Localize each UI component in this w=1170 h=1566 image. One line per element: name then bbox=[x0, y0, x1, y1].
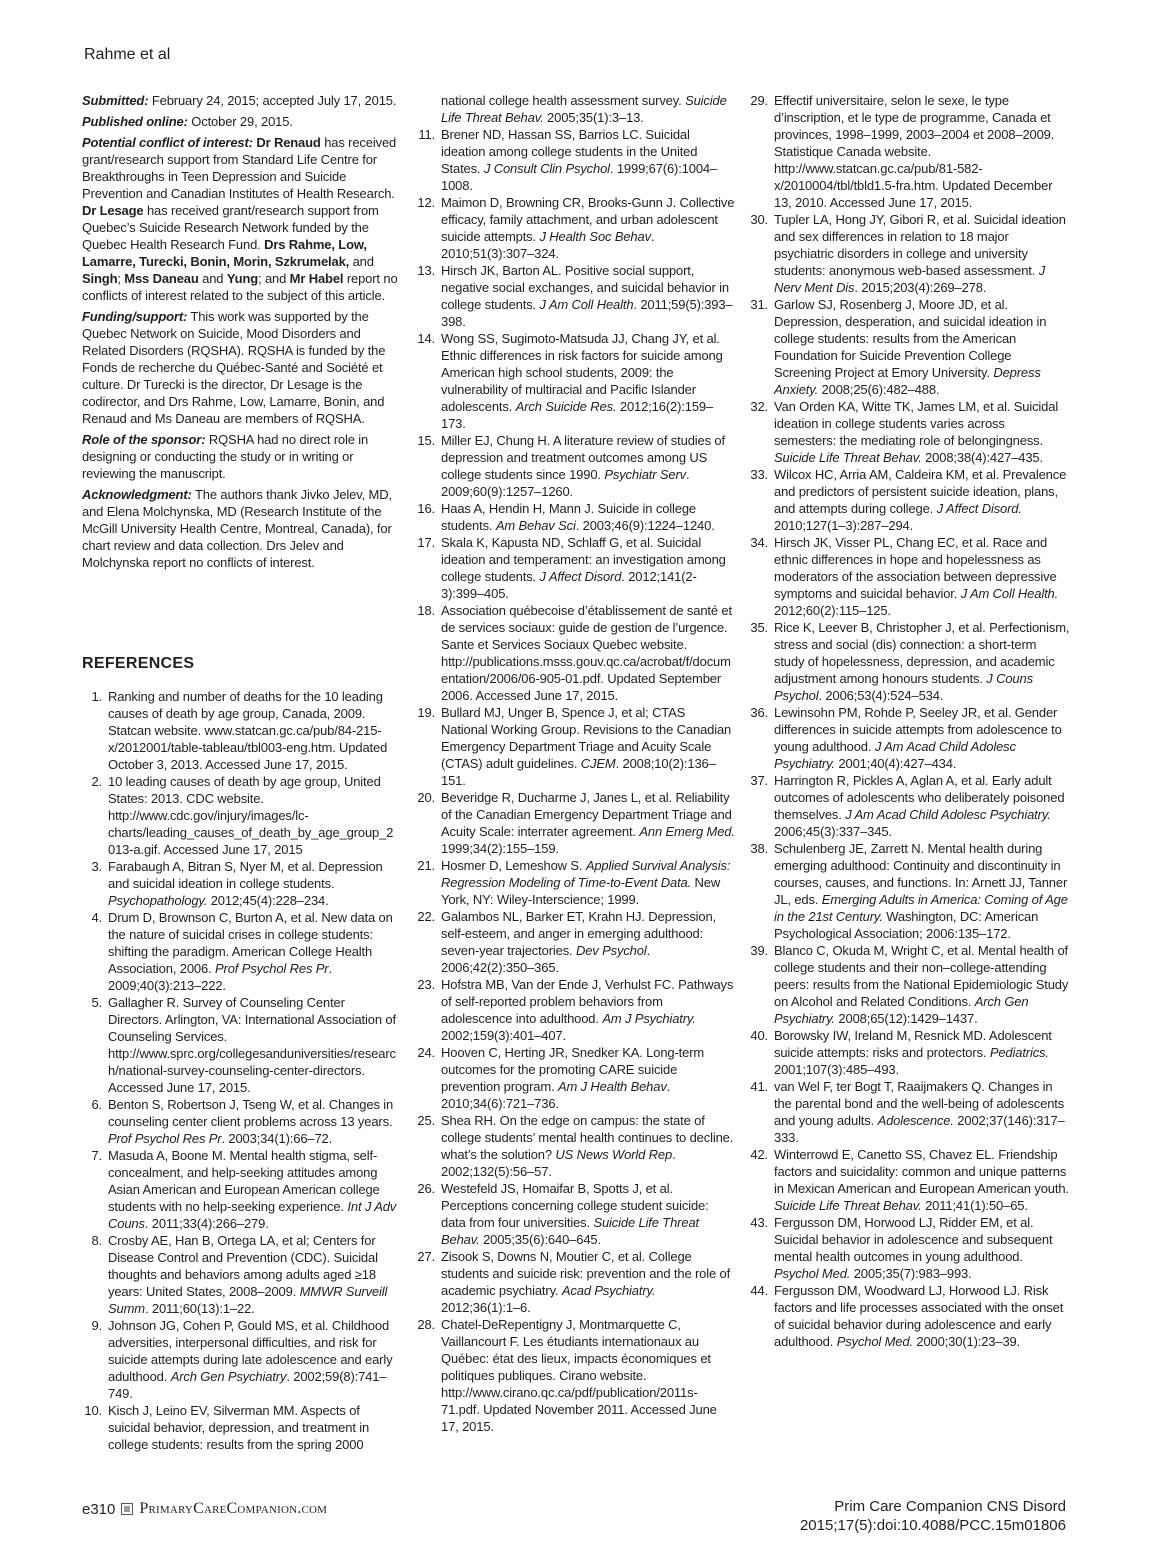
reference-item bbox=[415, 194, 735, 262]
reference-body: Galambos NL, Barker ET, Krahn HJ. Depression, self-esteem, and anger in emerging adulthood: seven-year trajectories. bbox=[441, 909, 717, 958]
reference-text bbox=[441, 1180, 735, 1248]
reference-details: 2012;16(2):159–173. bbox=[441, 399, 714, 431]
reference-text bbox=[108, 1317, 400, 1402]
reference-text bbox=[108, 994, 400, 1096]
reference-source: Int J Adv Couns bbox=[108, 1199, 397, 1231]
reference-item bbox=[82, 909, 400, 994]
reference-details: 2010;127(1–3):287–294. bbox=[774, 518, 914, 533]
references-column-left bbox=[82, 688, 400, 1453]
reference-source: CJEM bbox=[580, 756, 616, 771]
reference-body: Skala K, Kapusta ND, Schlaff G, et al. Suicidal ideation and temperament: an investigation among college students. bbox=[441, 535, 726, 584]
reference-body: Zisook S, Downs N, Moutier C, et al. College students and suicide risk: prevention and the role of academic psychiatry. bbox=[441, 1249, 731, 1298]
reference-item bbox=[748, 840, 1070, 942]
reference-item bbox=[415, 500, 735, 534]
reference-body: Beveridge R, Ducharme J, Janes L, et al. Reliability of the Canadian Emergency Department Triage and Acuity Scale: interrater agreement. bbox=[441, 790, 732, 839]
reference-number: 22. bbox=[417, 909, 435, 924]
paragraph-text: has received grant/research support from Standard Life Centre for Breakthroughs in Teen Depression and Suicide Prevention and Canadian Institutes of Health Research. bbox=[82, 135, 397, 201]
reference-body: Haas A, Hendin H, Mann J. Suicide in college students. bbox=[441, 501, 696, 533]
reference-text bbox=[108, 773, 400, 858]
reference-text bbox=[108, 688, 400, 773]
front-matter-paragraph bbox=[82, 431, 400, 482]
reference-text bbox=[441, 976, 735, 1044]
reference-source: J Health Soc Behav bbox=[539, 229, 651, 244]
reference-item bbox=[748, 619, 1070, 704]
reference-source: Pediatrics. bbox=[989, 1045, 1049, 1060]
reference-body: Schulenberg JE, Zarrett N. Mental health during emerging adulthood: Continuity and discontinuity in courses, causes, and functions. In: Arnett JJ, Tanner JL, eds. bbox=[774, 841, 1068, 907]
reference-details: 2012;36(1):1–6. bbox=[441, 1300, 531, 1315]
section-label: Submitted: bbox=[82, 93, 149, 108]
reference-source: Suicide Life Threat Behav. bbox=[774, 450, 922, 465]
reference-source: J Nerv Ment Dis bbox=[774, 263, 1046, 295]
references-column-middle bbox=[415, 92, 735, 1435]
paragraph-text: and bbox=[198, 271, 227, 286]
reference-item bbox=[415, 789, 735, 857]
reference-text bbox=[441, 1316, 735, 1435]
reference-item bbox=[415, 262, 735, 330]
reference-details: Washington, DC: American Psychological Association; 2006:135–172. bbox=[774, 909, 1039, 941]
reference-number: 28. bbox=[417, 1317, 435, 1332]
reference-details: 2005;35(1):3–13. bbox=[543, 110, 644, 125]
square-bullet-icon bbox=[121, 1503, 133, 1515]
reference-text bbox=[774, 398, 1070, 466]
reference-source: Dev Psychol bbox=[575, 943, 647, 958]
reference-number: 1. bbox=[91, 689, 102, 704]
reference-number: 5. bbox=[91, 995, 102, 1010]
reference-body: Fergusson DM, Woodward LJ, Horwood LJ. Risk factors and life processes associated with the onset of suicidal behavior during adolescence and early adulthood. bbox=[774, 1283, 1064, 1349]
reference-item bbox=[82, 773, 400, 858]
reference-text bbox=[774, 1282, 1070, 1350]
reference-body: Crosby AE, Han B, Ortega LA, et al; Centers for Disease Control and Prevention (CDC). Suicidal thoughts and behaviors among adults aged ≥18 years: United States, 2008–2009. bbox=[108, 1233, 378, 1299]
reference-item bbox=[748, 1282, 1070, 1350]
reference-source: US News World Rep bbox=[555, 1147, 673, 1162]
reference-source: J Affect Disord. bbox=[936, 501, 1022, 516]
reference-source: Suicide Life Threat Behav. bbox=[441, 93, 727, 125]
paragraph-text: This work was supported by the Quebec Network on Suicide, Mood Disorders and Related Disorders (RQSHA). RQSHA is funded by the Fonds de recherche du Québec-Santé and Société et culture. Dr Turecki is the director, Dr Lesage is the codirector, and Drs Rahme, Low, Lamarre, Bonin, and Renaud and Ms Daneau are members of RQSHA. bbox=[82, 309, 386, 426]
reference-body: Hooven C, Herting JR, Snedker KA. Long-term outcomes for the promoting CARE suicide prevention program. bbox=[441, 1045, 705, 1094]
reference-source: Suicide Life Threat Behav. bbox=[774, 1198, 922, 1213]
section-label: Acknowledgment: bbox=[82, 487, 192, 502]
reference-details: 2006;45(3):337–345. bbox=[774, 824, 892, 839]
reference-source: Psychiatr Serv bbox=[604, 467, 687, 482]
reference-body: Hirsch JK, Barton AL. Positive social support, negative social exchanges, and suicidal behavior in college students. bbox=[441, 263, 729, 312]
reference-item bbox=[415, 857, 735, 908]
reference-source: Emerging Adults in America: Coming of Age in the 21st Century. bbox=[774, 892, 1068, 924]
reference-number: 40. bbox=[750, 1028, 768, 1043]
reference-details: 2005;35(7):983–993. bbox=[850, 1266, 972, 1281]
reference-number: 29. bbox=[750, 93, 768, 108]
reference-body: Brener ND, Hassan SS, Barrios LC. Suicidal ideation among college students in the United States. bbox=[441, 127, 698, 176]
reference-text bbox=[108, 1147, 400, 1232]
reference-source: Prof Psychol Res Pr bbox=[108, 1131, 222, 1146]
reference-text bbox=[108, 858, 400, 909]
reference-details: . 2003;46(9):1224–1240. bbox=[575, 518, 715, 533]
reference-item bbox=[748, 211, 1070, 296]
reference-body: Maimon D, Browning CR, Brooks-Gunn J. Collective efficacy, family attachment, and urban adolescent suicide attempts. bbox=[441, 195, 735, 244]
reference-item bbox=[748, 1146, 1070, 1214]
reference-item bbox=[82, 858, 400, 909]
reference-number: 8. bbox=[91, 1233, 102, 1248]
reference-item bbox=[748, 772, 1070, 840]
reference-source: Am Behav Sci bbox=[495, 518, 576, 533]
reference-details: 2002;159(3):401–407. bbox=[441, 1028, 566, 1043]
page-number: e310 bbox=[82, 1500, 116, 1518]
reference-number: 15. bbox=[417, 433, 435, 448]
reference-number: 19. bbox=[417, 705, 435, 720]
reference-details: . 2015;203(4):269–278. bbox=[854, 280, 987, 295]
reference-body: Gallagher R. Survey of Counseling Center Directors. Arlington, VA: International Association of Counseling Services. http://www.sprc.org/collegesanduniversities/research/national-survey-counseling-center-directors. Accessed June 17, 2015. bbox=[108, 995, 396, 1095]
reference-body: Association québecoise d’établissement de santé et de services sociaux: guide de gestion de l’urgence. Sante et Services Sociaux Quebec website. http://publications.msss.gouv.qc.ca/acrobat/f/documentation/2006/06-905-01.pdf. Updated September 2006. Accessed June 17, 2015. bbox=[441, 603, 732, 703]
reference-number: 3. bbox=[91, 859, 102, 874]
journal-name: Prim Care Companion CNS Disord bbox=[834, 1498, 1066, 1515]
reference-number: 41. bbox=[750, 1079, 768, 1094]
reference-number: 34. bbox=[750, 535, 768, 550]
reference-details: . 1999;67(6):1004–1008. bbox=[441, 161, 718, 193]
reference-item bbox=[82, 688, 400, 773]
reference-source: Adolescence. bbox=[877, 1113, 954, 1128]
footer-left bbox=[82, 1500, 327, 1518]
reference-number: 11. bbox=[418, 127, 435, 142]
reference-number: 43. bbox=[750, 1215, 768, 1230]
reference-number: 27. bbox=[417, 1249, 435, 1264]
reference-number: 30. bbox=[750, 212, 768, 227]
author-name: Dr Lesage bbox=[82, 203, 144, 218]
reference-text bbox=[441, 194, 735, 262]
reference-source: J Am Acad Child Adolesc Psychiatry. bbox=[845, 807, 1051, 822]
reference-source: Am J Psychiatry. bbox=[602, 1011, 696, 1026]
reference-number: 38. bbox=[750, 841, 768, 856]
reference-number: 6. bbox=[91, 1097, 102, 1112]
reference-item bbox=[82, 1147, 400, 1232]
reference-item bbox=[415, 432, 735, 500]
paragraph-text: October 29, 2015. bbox=[187, 114, 293, 129]
reference-text bbox=[774, 296, 1070, 398]
reference-body: Hirsch JK, Visser PL, Chang EC, et al. Race and ethnic differences in hope and hopelessness as moderators of the association between depressive symptoms and suicidal behavior. bbox=[774, 535, 1057, 601]
reference-body: Wilcox HC, Arria AM, Caldeira KM, et al. Prevalence and predictors of persistent suicide ideation, plans, and attempts during college. bbox=[774, 467, 1067, 516]
reference-item bbox=[748, 1078, 1070, 1146]
reference-text bbox=[441, 602, 735, 704]
reference-number: 16. bbox=[417, 501, 435, 516]
author-name: Mss Daneau bbox=[124, 271, 199, 286]
reference-details: 2008;38(4):427–435. bbox=[921, 450, 1043, 465]
reference-text bbox=[774, 534, 1070, 619]
reference-text bbox=[774, 772, 1070, 840]
reference-source: J Am Coll Health. bbox=[960, 586, 1059, 601]
reference-body: Ranking and number of deaths for the 10 leading causes of death by age group, Canada, 2009. Statcan website. www.statcan.gc.ca/pub/84-215-x/2012001/table-tableau/tbl003-eng.htm. Updated October 3, 2013. Accessed June 17, 2015. bbox=[108, 689, 388, 772]
reference-details: 2005;35(6):640–645. bbox=[479, 1232, 601, 1247]
paragraph-text: The authors thank Jivko Jelev, MD, and Elena Molchynska, MD (Research Institute of the McGill University Health Centre, Montreal, Canada), for chart review and data collection. Drs Jelev and Molchynska report no conflicts of interest. bbox=[82, 487, 392, 570]
reference-details: 2008;65(12):1429–1437. bbox=[834, 1011, 978, 1026]
references-column-right bbox=[748, 92, 1070, 1350]
author-name: Dr Renaud bbox=[256, 135, 321, 150]
paragraph-text: and bbox=[349, 254, 374, 269]
reference-body: Garlow SJ, Rosenberg J, Moore JD, et al. Depression, desperation, and suicidal ideation in college students: results from the American Foundation for Suicide Prevention College Screening Project at Emory University. bbox=[774, 297, 1047, 380]
reference-source: Applied Survival Analysis: Regression Modeling of Time-to-Event Data. bbox=[441, 858, 731, 890]
reference-text bbox=[774, 840, 1070, 942]
reference-body: Hofstra MB, Van der Ende J, Verhulst FC. Pathways of self-reported problem behaviors from adolescence into adulthood. bbox=[441, 977, 734, 1026]
reference-text bbox=[441, 857, 735, 908]
section-label: Published online: bbox=[82, 114, 188, 129]
reference-number: 42. bbox=[750, 1147, 768, 1162]
reference-source: MMWR Surveill Summ bbox=[108, 1284, 388, 1316]
reference-body: Tupler LA, Hong JY, Gibori R, et al. Suicidal ideation and sex differences in relation to 18 major psychiatric disorders in college and university students: anonymous web-based assessment. bbox=[774, 212, 1066, 278]
reference-body: Kisch J, Leino EV, Silverman MM. Aspects of suicidal behavior, depression, and treatment in college students: results from the spring 2000 bbox=[108, 1403, 370, 1452]
reference-number: 33. bbox=[750, 467, 768, 482]
reference-details: 2008;25(6):482–488. bbox=[818, 382, 940, 397]
reference-details: . 2006;42(2):350–365. bbox=[441, 943, 651, 975]
reference-number: 25. bbox=[417, 1113, 435, 1128]
reference-body: Rice K, Leever B, Christopher J, et al. Perfectionism, stress and social (dis) connection: a short-term study of hopelessness, depression, and academic adjustment among honours students. bbox=[774, 620, 1070, 686]
paragraph-text: RQSHA had no direct role in designing or conducting the study or in writing or reviewing the manuscript. bbox=[82, 432, 369, 481]
front-matter-paragraph bbox=[82, 92, 400, 109]
author-name: Mr Habel bbox=[289, 271, 344, 286]
reference-source: Arch Gen Psychiatry bbox=[170, 1369, 287, 1384]
reference-source: Acad Psychiatry. bbox=[561, 1283, 656, 1298]
reference-text bbox=[441, 1044, 735, 1112]
reference-details: . 2009;40(3):213–222. bbox=[108, 961, 332, 993]
reference-number: 21. bbox=[417, 858, 435, 873]
reference-body: Shea RH. On the edge on campus: the state of college students’ mental health continues to decline. what’s the solution? bbox=[441, 1113, 734, 1162]
reference-text bbox=[774, 1027, 1070, 1078]
reference-body: Effectif universitaire, selon le sexe, le type d’inscription, et le type de programme, Canada et provinces, 1998–1999, 2003–2004 et 2008–2009. Statistique Canada website. http://www.statcan.gc.ca/pub/81-582-x/2010004/tbl/tbld1.5-fra.htm. Updated December 13, 2010. Accessed June 17, 2015. bbox=[774, 93, 1055, 210]
reference-details: 2000;30(1):23–39. bbox=[912, 1334, 1021, 1349]
reference-item bbox=[748, 534, 1070, 619]
reference-item bbox=[82, 1232, 400, 1317]
reference-details: 2001;40(4):427–434. bbox=[834, 756, 957, 771]
reference-body: Chatel-DeRepentigny J, Montmarquette C, Vaillancourt F. Les étudiants internationaux au Québec: état des lieux, impacts économiques et politiques publiques. Cirano website. http://www.cirano.qc.ca/pdf/publication/2011s-71.pdf. Updated November 2011. Accessed June 17, 2015. bbox=[441, 1317, 717, 1434]
reference-details: . 2009;60(9):1257–1260. bbox=[441, 467, 690, 499]
reference-source: Ann Emerg Med. bbox=[639, 824, 735, 839]
reference-item bbox=[415, 1180, 735, 1248]
paragraph-text: February 24, 2015; accepted July 17, 2015. bbox=[148, 93, 397, 108]
reference-body: Miller EJ, Chung H. A literature review of studies of depression and treatment outcomes among US college students since 1990. bbox=[441, 433, 725, 482]
reference-number: 39. bbox=[750, 943, 768, 958]
reference-number: 10. bbox=[84, 1403, 102, 1418]
reference-body: Farabaugh A, Bitran S, Nyer M, et al. Depression and suicidal ideation in college students. bbox=[108, 859, 383, 891]
paragraph-text: has received grant/research support from Quebec’s Suicide Research Network funded by the Quebec Health Research Fund. bbox=[82, 203, 379, 252]
reference-number: 24. bbox=[417, 1045, 435, 1060]
reference-details: 2012;45(4):228–234. bbox=[207, 893, 329, 908]
reference-body: Benton S, Robertson J, Tseng W, et al. Changes in counseling center client problems across 13 years. bbox=[108, 1097, 394, 1129]
reference-details: New York, NY: Wiley-Interscience; 1999. bbox=[441, 875, 721, 907]
reference-number: 20. bbox=[417, 790, 435, 805]
reference-number: 14. bbox=[417, 331, 435, 346]
reference-number: 9. bbox=[91, 1318, 102, 1333]
reference-number: 37. bbox=[750, 773, 768, 788]
reference-details: 2011;41(1):50–65. bbox=[921, 1198, 1028, 1213]
reference-item bbox=[415, 92, 735, 126]
reference-number: 2. bbox=[91, 774, 102, 789]
reference-body: Van Orden KA, Witte TK, James LM, et al. Suicidal ideation in college students varies across semesters: the mediating role of belongingness. bbox=[774, 399, 1059, 448]
reference-item bbox=[748, 704, 1070, 772]
reference-number: 7. bbox=[91, 1148, 102, 1163]
reference-text bbox=[108, 1096, 400, 1147]
reference-text bbox=[441, 330, 735, 432]
section-label: Potential conflict of interest: bbox=[82, 135, 253, 150]
reference-item bbox=[415, 1316, 735, 1435]
reference-item bbox=[748, 296, 1070, 398]
reference-item bbox=[415, 704, 735, 789]
reference-source: J Couns Psychol bbox=[774, 671, 1033, 703]
reference-body: Winterrowd E, Canetto SS, Chavez EL. Friendship factors and suicidality: common and unique patterns in Mexican American and European American youth. bbox=[774, 1147, 1069, 1196]
reference-item bbox=[748, 1027, 1070, 1078]
journal-website: PrimaryCareCompanion.com bbox=[139, 1500, 328, 1517]
paragraph-text: report no conflicts of interest related to the subject of this article. bbox=[82, 271, 398, 303]
reference-item bbox=[415, 1248, 735, 1316]
reference-body: national college health assessment survey. bbox=[441, 93, 686, 108]
reference-source: J Am Acad Child Adolesc Psychiatry. bbox=[774, 739, 1016, 771]
reference-body: Drum D, Brownson C, Burton A, et al. New data on the nature of suicidal crises in college students: shifting the paradigm. American College Health Association, 2006. bbox=[108, 910, 393, 976]
reference-number: 26. bbox=[417, 1181, 435, 1196]
reference-source: Psychol Med. bbox=[836, 1334, 913, 1349]
reference-details: . 2010;51(3):307–324. bbox=[441, 229, 655, 261]
reference-details: . 2002;132(5):56–57. bbox=[441, 1147, 676, 1179]
reference-source: Psychol Med. bbox=[774, 1266, 851, 1281]
article-front-matter bbox=[82, 92, 400, 575]
front-matter-paragraph bbox=[82, 486, 400, 571]
reference-source: Suicide Life Threat Behav. bbox=[441, 1215, 699, 1247]
reference-source: Arch Suicide Res. bbox=[515, 399, 617, 414]
reference-body: Harrington R, Pickles A, Aglan A, et al. Early adult outcomes of adolescents who deliberately poisoned themselves. bbox=[774, 773, 1065, 822]
reference-item bbox=[415, 976, 735, 1044]
reference-number: 13. bbox=[417, 263, 435, 278]
reference-text bbox=[441, 92, 735, 126]
reference-details: 2012;60(2):115–125. bbox=[774, 603, 891, 618]
reference-number: 4. bbox=[91, 910, 102, 925]
reference-text bbox=[108, 1402, 400, 1453]
reference-text bbox=[441, 262, 735, 330]
front-matter-paragraph bbox=[82, 113, 400, 130]
reference-number: 32. bbox=[750, 399, 768, 414]
reference-text bbox=[441, 500, 735, 534]
reference-details: . 2003;34(1):66–72. bbox=[221, 1131, 333, 1146]
reference-item bbox=[748, 398, 1070, 466]
reference-source: J Consult Clin Psychol bbox=[483, 161, 610, 176]
front-matter-paragraph bbox=[82, 308, 400, 427]
paragraph-text: ; and bbox=[258, 271, 290, 286]
section-label: Role of the sponsor: bbox=[82, 432, 206, 447]
reference-text bbox=[774, 92, 1070, 211]
reference-body: van Wel F, ter Bogt T, Raaijmakers Q. Changes in the parental bond and the well-being of adolescents and young adults. bbox=[774, 1079, 1065, 1128]
reference-source: Depress Anxiety. bbox=[774, 365, 1041, 397]
reference-body: Lewinsohn PM, Rohde P, Seeley JR, et al. Gender differences in suicide attempts from adolescence to young adulthood. bbox=[774, 705, 1062, 754]
reference-item bbox=[415, 126, 735, 194]
reference-item bbox=[415, 602, 735, 704]
reference-source: Psychopathology. bbox=[108, 893, 208, 908]
reference-text bbox=[441, 1112, 735, 1180]
reference-source: J Affect Disord bbox=[539, 569, 622, 584]
reference-details: 2001;107(3):485–493. bbox=[774, 1062, 899, 1077]
footer-citation bbox=[800, 1497, 1066, 1535]
reference-number: 44. bbox=[750, 1283, 768, 1298]
reference-source: J Am Coll Health bbox=[539, 297, 634, 312]
reference-body: Borowsky IW, Ireland M, Resnick MD. Adolescent suicide attempts: risks and protectors. bbox=[774, 1028, 1052, 1060]
reference-item bbox=[748, 92, 1070, 211]
reference-number: 23. bbox=[417, 977, 435, 992]
reference-item bbox=[82, 1317, 400, 1402]
doi-citation: 2015;17(5):doi:10.4088/PCC.15m01806 bbox=[799, 1517, 1066, 1534]
reference-number: 36. bbox=[750, 705, 768, 720]
section-label: Funding/support: bbox=[82, 309, 188, 324]
reference-details: . 2011;33(4):266–279. bbox=[144, 1216, 269, 1231]
reference-text bbox=[774, 1078, 1070, 1146]
reference-body: Wong SS, Sugimoto-Matsuda JJ, Chang JY, et al. Ethnic differences in risk factors for suicide among American high school students, 2009: the vulnerability of multiracial and Pacific Islander adolescents. bbox=[441, 331, 723, 414]
reference-item bbox=[82, 1096, 400, 1147]
reference-number: 17. bbox=[417, 535, 435, 550]
reference-details: . 2002;59(8):741–749. bbox=[108, 1369, 387, 1401]
reference-text bbox=[441, 908, 735, 976]
reference-body: Blanco C, Okuda M, Wright C, et al. Mental health of college students and their non–college-attending peers: results from the National Epidemiologic Study on Alcohol and Related Conditions. bbox=[774, 943, 1069, 1009]
reference-body: Westefeld JS, Homaifar B, Spotts J, et al. Perceptions concerning college student suicide: data from four universities. bbox=[441, 1181, 709, 1230]
reference-number: 31. bbox=[750, 297, 768, 312]
reference-details: . 2006;53(4):524–534. bbox=[818, 688, 944, 703]
reference-text bbox=[774, 466, 1070, 534]
reference-body: Johnson JG, Cohen P, Gould MS, et al. Childhood adversities, interpersonal difficulties, and risk for suicide attempts during late adolescence and early adulthood. bbox=[108, 1318, 393, 1384]
reference-text bbox=[108, 1232, 400, 1317]
reference-item bbox=[82, 994, 400, 1096]
reference-details: . 2011;60(13):1–22. bbox=[144, 1301, 255, 1316]
reference-item bbox=[415, 534, 735, 602]
reference-item bbox=[748, 942, 1070, 1027]
reference-number: 18. bbox=[417, 603, 435, 618]
reference-details: 1999;34(2):155–159. bbox=[441, 841, 559, 856]
reference-body: Bullard MJ, Unger B, Spence J, et al; CTAS National Working Group. Revisions to the Canadian Emergency Department Triage and Acuity Scale (CTAS) adult guidelines. bbox=[441, 705, 732, 771]
author-name: Drs Rahme, Low, Lamarre, Turecki, Bonin, Morin, Szkrumelak, bbox=[82, 237, 367, 269]
reference-details: 2002;37(146):317–333. bbox=[774, 1113, 1065, 1145]
reference-item bbox=[415, 908, 735, 976]
reference-text bbox=[774, 1214, 1070, 1282]
running-head: Rahme et al bbox=[84, 46, 171, 63]
reference-details: . 2012;141(2-3):399–405. bbox=[441, 569, 697, 601]
reference-text bbox=[774, 211, 1070, 296]
reference-text bbox=[441, 789, 735, 857]
reference-source: Am J Health Behav bbox=[557, 1079, 667, 1094]
reference-details: . 2011;59(5):393–398. bbox=[441, 297, 733, 329]
reference-text bbox=[441, 126, 735, 194]
reference-text bbox=[774, 942, 1070, 1027]
reference-details: . 2008;10(2):136–151. bbox=[441, 756, 716, 788]
references-heading: REFERENCES bbox=[82, 655, 195, 672]
reference-body: 10 leading causes of death by age group, United States: 2013. CDC website. http://www.cdc.gov/injury/images/lc-charts/leading_causes_of_death_by_age_group_2013-a.gif. Accessed June 17, 2015 bbox=[108, 774, 394, 857]
paragraph-text: ; bbox=[117, 271, 125, 286]
author-name: Singh bbox=[82, 271, 118, 286]
reference-body: Hosmer D, Lemeshow S. bbox=[441, 858, 586, 873]
reference-item bbox=[82, 1402, 400, 1453]
reference-number: 12. bbox=[417, 195, 435, 210]
reference-item bbox=[748, 466, 1070, 534]
reference-text bbox=[441, 432, 735, 500]
reference-text bbox=[441, 704, 735, 789]
reference-item bbox=[415, 1112, 735, 1180]
reference-text bbox=[108, 909, 400, 994]
reference-details: . 2010;34(6):721–736. bbox=[441, 1079, 671, 1111]
reference-item bbox=[415, 1044, 735, 1112]
reference-source: Prof Psychol Res Pr bbox=[215, 961, 329, 976]
reference-number: 35. bbox=[750, 620, 768, 635]
reference-text bbox=[774, 619, 1070, 704]
reference-text bbox=[441, 1248, 735, 1316]
reference-text bbox=[441, 534, 735, 602]
reference-body: Fergusson DM, Horwood LJ, Ridder EM, et al. Suicidal behavior in adolescence and subsequent mental health outcomes in young adulthood. bbox=[774, 1215, 1053, 1264]
reference-item bbox=[415, 330, 735, 432]
front-matter-paragraph bbox=[82, 134, 400, 304]
author-name: Yung bbox=[226, 271, 259, 286]
reference-body: Masuda A, Boone M. Mental health stigma, self-concealment, and help-seeking attitudes among Asian American and European American college students with no help-seeking experience. bbox=[108, 1148, 380, 1214]
reference-text bbox=[774, 1146, 1070, 1214]
reference-text bbox=[774, 704, 1070, 772]
reference-source: Arch Gen Psychiatry. bbox=[774, 994, 1029, 1026]
reference-item bbox=[748, 1214, 1070, 1282]
